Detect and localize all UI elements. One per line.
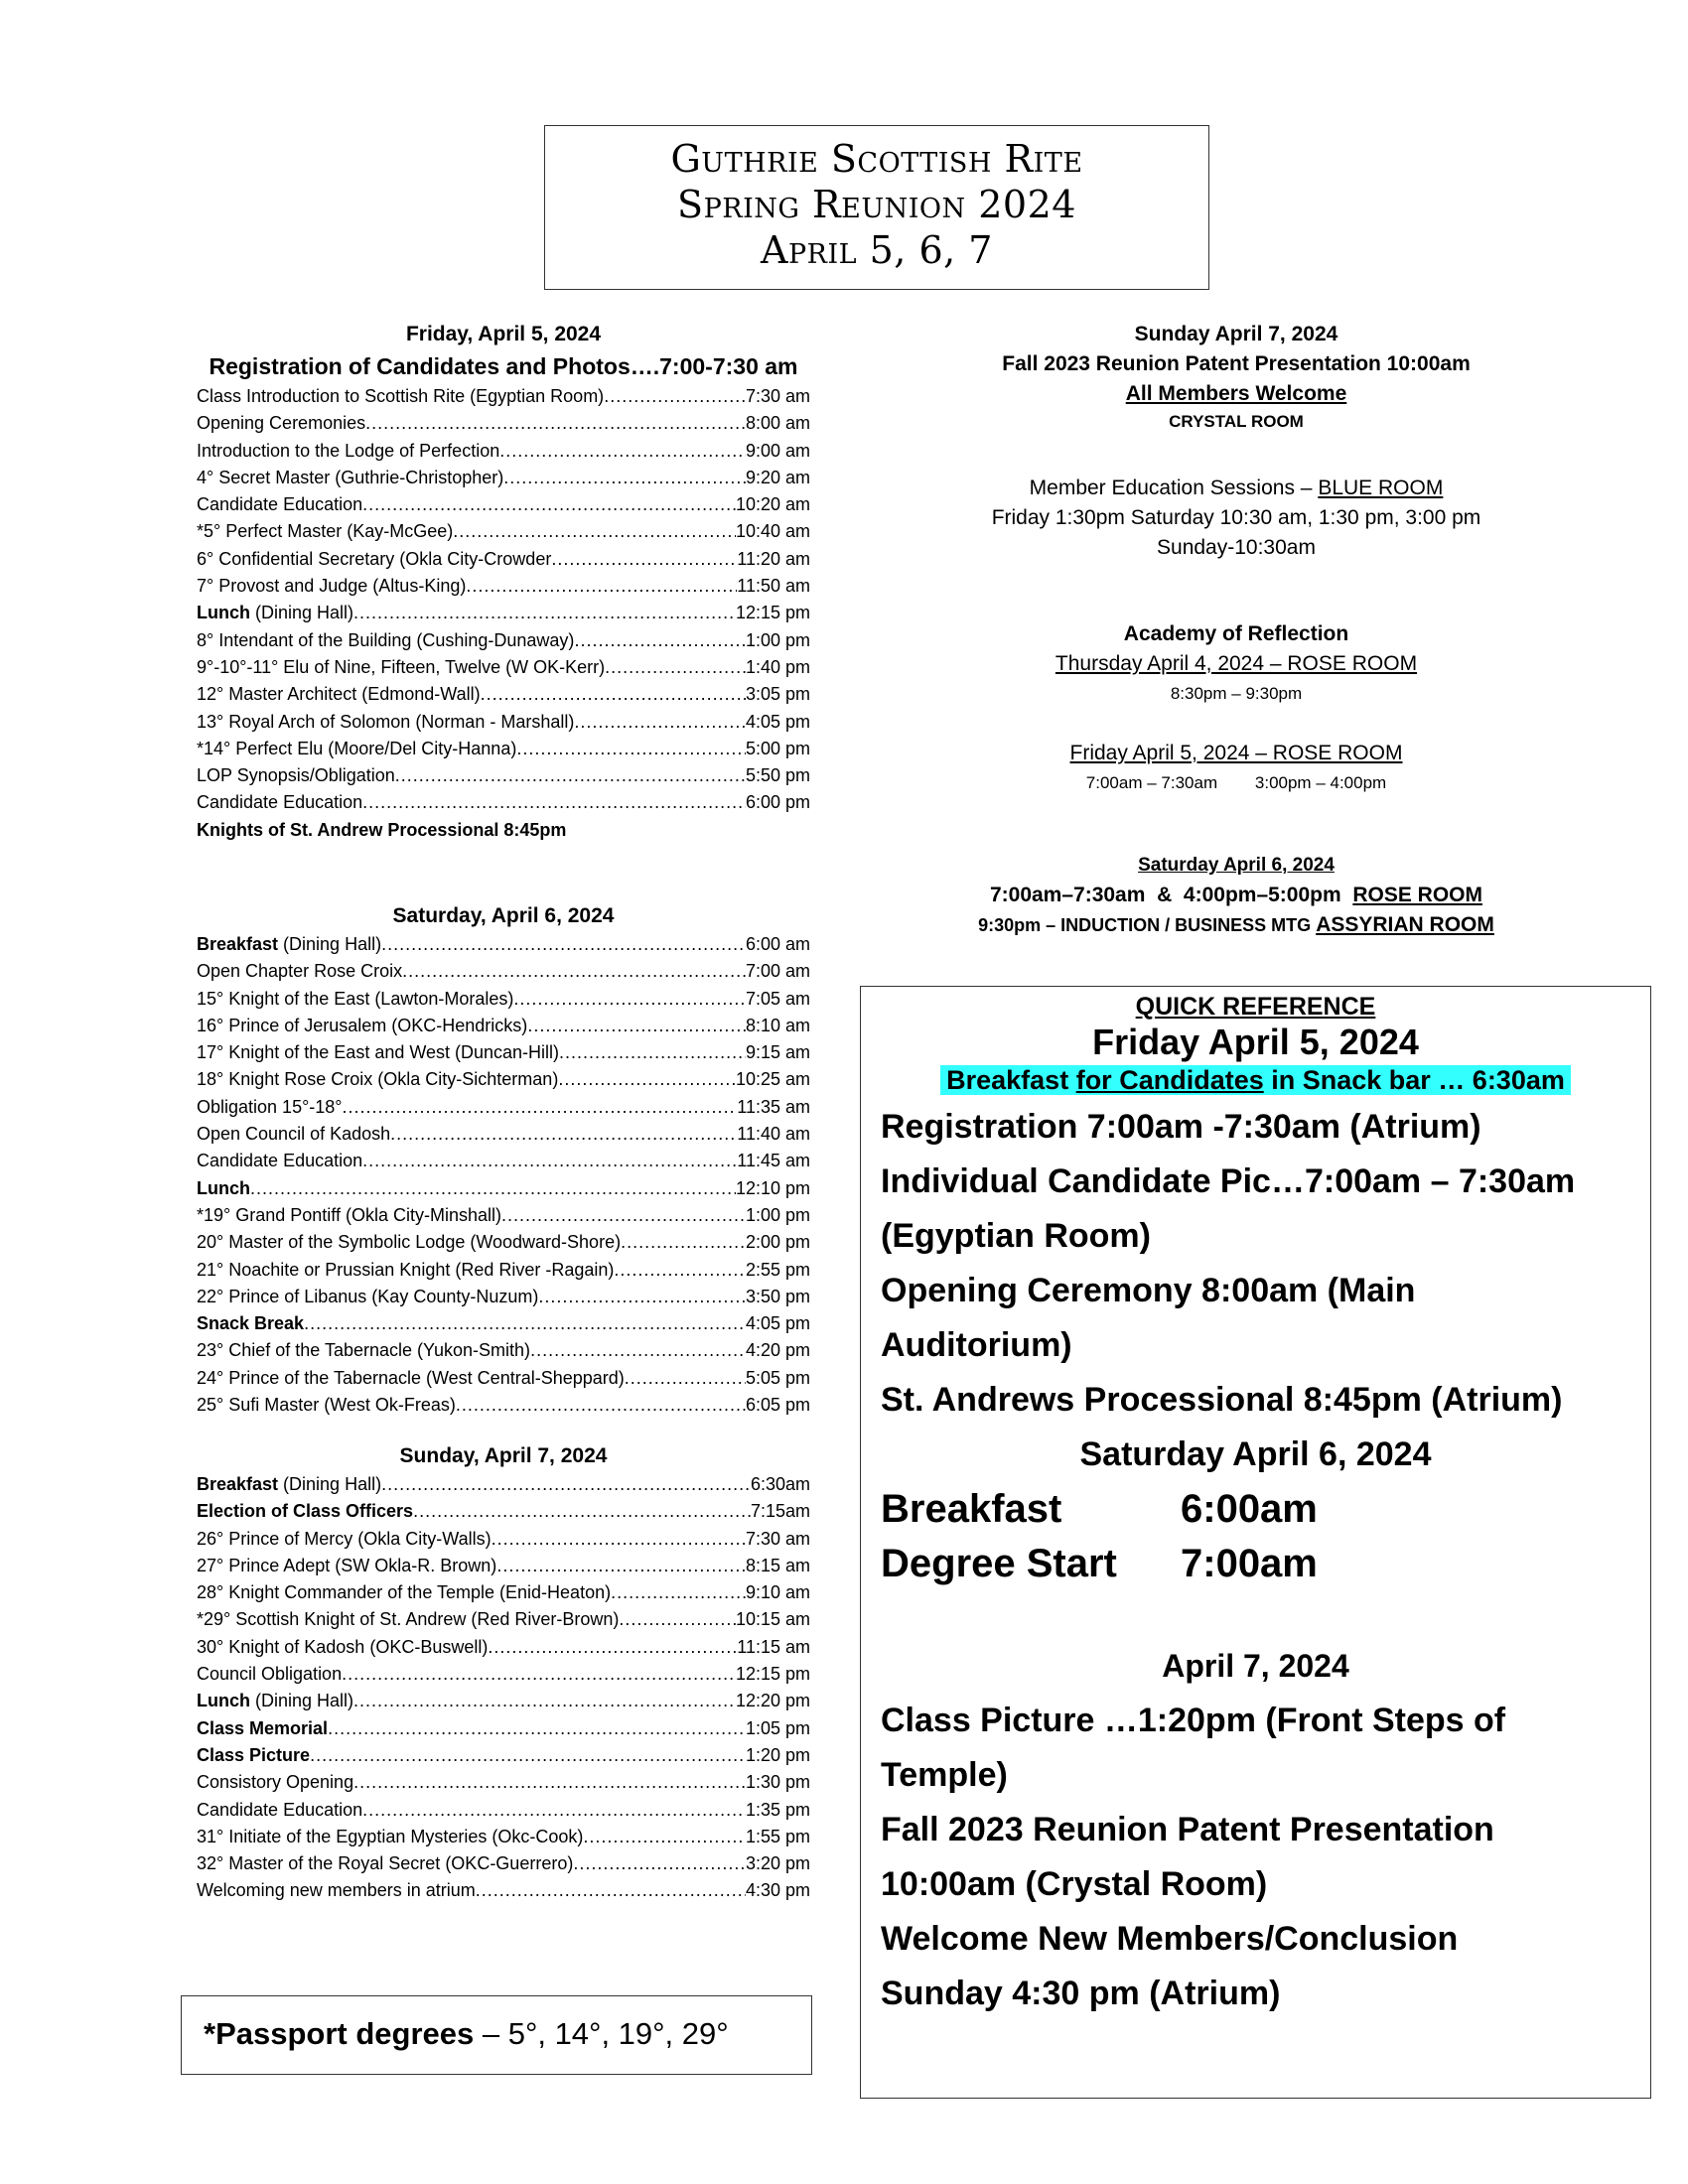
quick-reference-box — [860, 986, 1651, 2099]
schedule-item-label: Candidate Education — [197, 494, 363, 515]
schedule-item-label: 18° Knight Rose Croix (Okla City-Sichterman) — [197, 1069, 559, 1090]
schedule-item-label: Lunch — [197, 1691, 250, 1711]
schedule-item-label: Snack Break — [197, 1313, 305, 1334]
dot-leader — [481, 681, 746, 708]
schedule-item-label: 24° Prince of the Tabernacle (West Central-Sheppard) — [197, 1367, 625, 1388]
schedule-item-label: LOP Synopsis/Obligation — [197, 765, 395, 786]
dot-leader — [362, 1797, 746, 1824]
dot-leader — [559, 1039, 746, 1066]
schedule-row — [197, 1013, 810, 1039]
dot-leader — [343, 1094, 738, 1121]
schedule-row — [197, 736, 810, 762]
schedule-item-time: 4:05 pm — [745, 1313, 810, 1334]
sunday-schedule — [197, 1441, 810, 1905]
schedule-row — [197, 958, 810, 985]
dot-leader — [499, 438, 746, 465]
dot-leader — [381, 931, 746, 958]
schedule-row — [197, 1553, 810, 1579]
schedule-row — [197, 1498, 810, 1525]
title-line-3: April 5, 6, 7 — [761, 228, 993, 272]
quick-degree-start: Degree Start 7:00am — [881, 1542, 1318, 1585]
quick-friday-line: Individual Candidate Pic…7:00am – 7:30am — [881, 1162, 1576, 1200]
schedule-item-location: (Dining Hall) — [250, 603, 354, 623]
dot-leader — [604, 383, 746, 410]
schedule-item-label: 8° Intendant of the Building (Cushing-Dunaway) — [197, 629, 575, 650]
dot-leader — [573, 1850, 746, 1877]
candidate-breakfast: Breakfast for Candidates in Snack bar … 6:30am — [861, 1064, 1650, 1096]
schedule-item-time: 8:10 am — [745, 1015, 810, 1035]
schedule-row — [197, 986, 810, 1013]
schedule-item-time: 1:00 pm — [745, 1204, 810, 1225]
schedule-item-time: 10:20 am — [735, 494, 810, 515]
saturday-academy-times: 7:00am–7:30am & 4:00pm–5:00pm ROSE ROOM — [989, 884, 1483, 906]
schedule-row — [197, 931, 810, 958]
schedule-item-time: 3:05 pm — [745, 684, 810, 705]
schedule-item-label: Opening Ceremonies — [197, 413, 366, 434]
friday-schedule — [197, 320, 810, 844]
schedule-row — [197, 1877, 810, 1904]
schedule-row — [197, 1202, 810, 1229]
quick-friday-line: Opening Ceremony 8:00am (Main — [881, 1272, 1416, 1309]
assyrian-room: ASSYRIAN ROOM — [1316, 913, 1494, 936]
schedule-row — [197, 1715, 810, 1742]
schedule-row — [197, 465, 810, 491]
schedule-item-time: 2:00 pm — [745, 1232, 810, 1253]
crystal-room: CRYSTAL ROOM — [1169, 412, 1304, 431]
schedule-row — [197, 573, 810, 600]
schedule-item-label: 13° Royal Arch of Solomon (Norman - Marshall) — [197, 711, 575, 732]
member-education — [854, 474, 1618, 563]
quick-friday-line: Registration 7:00am -7:30am (Atrium) — [881, 1108, 1481, 1146]
schedule-row — [197, 383, 810, 410]
schedule-item-time: 9:10 am — [745, 1582, 810, 1603]
schedule-item-location: (Dining Hall) — [278, 1474, 382, 1494]
sunday-heading: Sunday, April 7, 2024 — [399, 1444, 608, 1467]
dot-leader — [516, 736, 746, 762]
schedule-row — [197, 1229, 810, 1256]
dot-leader — [583, 1824, 746, 1850]
schedule-item-location: (Dining Hall) — [278, 934, 382, 954]
quick-friday-heading: Friday April 5, 2024 — [1092, 1022, 1419, 1062]
dot-leader — [413, 1498, 751, 1525]
schedule-row — [197, 1661, 810, 1688]
schedule-row — [197, 600, 810, 626]
schedule-item-time: 1:40 pm — [745, 656, 810, 677]
dot-leader — [551, 546, 737, 573]
schedule-row — [197, 789, 810, 816]
schedule-item-label: 6° Confidential Secretary (Okla City-Crowder — [197, 548, 552, 569]
schedule-item-time: 11:40 am — [737, 1124, 810, 1145]
schedule-item-label: Open Council of Kadosh — [197, 1124, 391, 1145]
schedule-item-time: 9:20 am — [745, 467, 810, 487]
schedule-item-time: 7:30 am — [745, 1528, 810, 1549]
dot-leader — [476, 1877, 746, 1904]
schedule-item-time: 4:30 pm — [745, 1880, 810, 1901]
saturday-rows — [197, 931, 810, 1419]
induction-meeting: 9:30pm – INDUCTION / BUSINESS MTG ASSYRIAN ROOM — [978, 913, 1494, 936]
dot-leader — [365, 410, 746, 437]
quick-sunday-line: Class Picture …1:20pm (Front Steps of — [881, 1702, 1506, 1739]
schedule-item-label: Candidate Education — [197, 1799, 363, 1820]
schedule-item-label: 26° Prince of Mercy (Okla City-Walls) — [197, 1528, 492, 1549]
dot-leader — [538, 1284, 746, 1310]
schedule-row — [197, 1579, 810, 1606]
sunday-info — [854, 320, 1618, 435]
schedule-item-time: 11:45 am — [737, 1151, 810, 1171]
sunday-rows — [197, 1471, 810, 1905]
dot-leader — [501, 1202, 746, 1229]
schedule-item-time: 12:15 pm — [735, 1664, 810, 1685]
schedule-item-label: *19° Grand Pontiff (Okla City-Minshall) — [197, 1204, 501, 1225]
dot-leader — [530, 1337, 746, 1364]
schedule-row — [197, 1688, 810, 1714]
patent-presentation: Fall 2023 Reunion Patent Presentation 10:00am — [1002, 352, 1471, 375]
friday-heading: Friday, April 5, 2024 — [405, 323, 602, 345]
dot-leader — [402, 958, 746, 985]
schedule-row — [197, 1148, 810, 1174]
schedule-row — [197, 1634, 810, 1661]
thursday-rose-room: Thursday April 4, 2024 – ROSE ROOM — [1055, 652, 1418, 675]
dot-leader — [342, 1661, 736, 1688]
schedule-item-time: 1:35 pm — [745, 1799, 810, 1820]
schedule-item-label: 9°-10°-11° Elu of Nine, Fifteen, Twelve (W OK-Kerr) — [197, 656, 606, 677]
schedule-item-time: 9:00 am — [745, 440, 810, 461]
schedule-item-time: 6:00 am — [745, 934, 810, 954]
dot-leader — [614, 1257, 746, 1284]
schedule-row — [197, 1797, 810, 1824]
quick-sunday-line: Sunday 4:30 pm (Atrium) — [881, 1975, 1281, 2012]
academy-title: Academy of Reflection — [1123, 622, 1349, 645]
dot-leader — [362, 491, 736, 518]
friday-rows — [197, 383, 810, 817]
dot-leader — [456, 1392, 746, 1419]
title-box — [544, 125, 1209, 290]
saturday-rose-room: ROSE ROOM — [1352, 884, 1483, 906]
dot-leader — [558, 1066, 736, 1093]
schedule-item-time: 6:00 pm — [745, 792, 810, 813]
quick-sunday-lines — [861, 1694, 1650, 2021]
schedule-item-time: 1:20 pm — [745, 1744, 810, 1765]
schedule-item-label: Introduction to the Lodge of Perfection — [197, 440, 500, 461]
title-line-1: Guthrie Scottish Rite — [670, 137, 1083, 181]
dot-leader — [611, 1579, 746, 1606]
schedule-item-time: 9:15 am — [745, 1042, 810, 1063]
quick-friday-line: (Egyptian Room) — [881, 1217, 1151, 1255]
title-line-2: Spring Reunion 2024 — [677, 183, 1076, 226]
academy-of-reflection — [854, 619, 1618, 709]
education-sunday: Sunday-10:30am — [1157, 536, 1316, 559]
all-members-welcome: All Members Welcome — [1125, 382, 1347, 405]
dot-leader — [362, 789, 746, 816]
schedule-row — [197, 1769, 810, 1796]
schedule-item-time: 7:15am — [750, 1501, 810, 1522]
quick-saturday-breakfast: Breakfast 6:00am — [881, 1487, 1318, 1531]
schedule-item-label: 7° Provost and Judge (Altus-King) — [197, 576, 467, 597]
schedule-item-label: 4° Secret Master (Guthrie-Christopher) — [197, 467, 504, 487]
schedule-item-time: 10:25 am — [735, 1069, 810, 1090]
schedule-item-time: 6:30am — [750, 1474, 810, 1494]
schedule-item-label: 23° Chief of the Tabernacle (Yukon-Smith) — [197, 1340, 531, 1361]
schedule-row — [197, 1824, 810, 1850]
dot-leader — [513, 986, 746, 1013]
friday-rose-room: Friday April 5, 2024 – ROSE ROOM — [1069, 742, 1403, 764]
dot-leader — [574, 709, 746, 736]
schedule-item-label: 20° Master of the Symbolic Lodge (Woodward-Shore) — [197, 1232, 622, 1253]
dot-leader — [492, 1526, 746, 1553]
schedule-item-label: Class Picture — [197, 1744, 311, 1765]
schedule-item-location: (Dining Hall) — [250, 1691, 354, 1711]
schedule-row — [197, 1066, 810, 1093]
schedule-row — [197, 1257, 810, 1284]
saturday-schedule — [197, 901, 810, 1419]
dot-leader — [353, 1769, 746, 1796]
quick-sunday-line: Welcome New Members/Conclusion — [881, 1920, 1459, 1958]
schedule-row — [197, 762, 810, 789]
schedule-item-label: Candidate Education — [197, 1151, 363, 1171]
schedule-item-label: 16° Prince of Jerusalem (OKC-Hendricks) — [197, 1015, 528, 1035]
schedule-item-time: 12:20 pm — [735, 1691, 810, 1711]
dot-leader — [453, 518, 736, 545]
schedule-item-label: 17° Knight of the East and West (Duncan-Hill) — [197, 1042, 560, 1063]
schedule-row — [197, 1284, 810, 1310]
quick-april7-heading: April 7, 2024 — [1162, 1648, 1349, 1684]
schedule-item-time: 5:50 pm — [745, 765, 810, 786]
schedule-item-time: 11:35 am — [737, 1096, 810, 1117]
schedule-item-label: 32° Master of the Royal Secret (OKC-Guerrero) — [197, 1853, 574, 1874]
schedule-row — [197, 709, 810, 736]
schedule-item-time: 5:00 pm — [745, 738, 810, 758]
schedule-item-label: 28° Knight Commander of the Temple (Enid-Heaton) — [197, 1582, 612, 1603]
dot-leader — [395, 762, 746, 789]
schedule-item-time: 10:40 am — [735, 521, 810, 542]
schedule-row — [197, 1310, 810, 1337]
quick-sunday-line: Fall 2023 Reunion Patent Presentation — [881, 1811, 1494, 1848]
quick-friday-line: Auditorium) — [881, 1326, 1072, 1364]
dot-leader — [310, 1742, 746, 1769]
schedule-item-label: Class Introduction to Scottish Rite (Egyptian Room) — [197, 386, 605, 406]
knights-processional: Knights of St. Andrew Processional 8:45pm — [197, 819, 567, 840]
academy-friday — [854, 739, 1618, 798]
registration-heading: Registration of Candidates and Photos….7:00-7:30 am — [209, 353, 798, 379]
passport-degrees: – 5°, 14°, 19°, 29° — [474, 2016, 729, 2051]
schedule-item-time: 8:00 am — [745, 413, 810, 434]
for-candidates: for Candidates — [1075, 1065, 1264, 1095]
dot-leader — [605, 654, 746, 681]
friday-academy-times: 7:00am – 7:30am 3:00pm – 4:00pm — [1085, 773, 1387, 792]
academy-saturday — [854, 851, 1618, 940]
schedule-item-label: Obligation 15°-18° — [197, 1096, 343, 1117]
quick-friday-lines — [861, 1100, 1650, 1428]
schedule-item-label: 21° Noachite or Prussian Knight (Red River -Ragain) — [197, 1259, 615, 1280]
schedule-row — [197, 1094, 810, 1121]
passport-label: *Passport degrees — [204, 2016, 475, 2051]
schedule-item-label: Breakfast — [197, 1474, 279, 1494]
schedule-item-time: 6:05 pm — [745, 1395, 810, 1416]
quick-sunday-line: 10:00am (Crystal Room) — [881, 1865, 1268, 1903]
schedule-row — [197, 410, 810, 437]
schedule-item-label: *5° Perfect Master (Kay-McGee) — [197, 521, 454, 542]
thursday-time: 8:30pm – 9:30pm — [1170, 684, 1303, 703]
schedule-item-label: Class Memorial — [197, 1717, 329, 1738]
dot-leader — [466, 573, 737, 600]
dot-leader — [503, 465, 746, 491]
dot-leader — [621, 1229, 746, 1256]
schedule-row — [197, 1392, 810, 1419]
schedule-item-time: 4:05 pm — [745, 711, 810, 732]
schedule-item-label: 12° Master Architect (Edmond-Wall) — [197, 684, 481, 705]
schedule-item-time: 1:30 pm — [745, 1772, 810, 1793]
schedule-item-label: 22° Prince of Libanus (Kay County-Nuzum) — [197, 1286, 539, 1306]
dot-leader — [390, 1121, 737, 1148]
schedule-item-label: Consistory Opening — [197, 1772, 354, 1793]
dot-leader — [250, 1175, 736, 1202]
schedule-row — [197, 1526, 810, 1553]
schedule-item-time: 12:15 pm — [735, 603, 810, 623]
schedule-item-time: 10:15 am — [735, 1609, 810, 1630]
dot-leader — [574, 627, 746, 654]
schedule-row — [197, 1850, 810, 1877]
schedule-row — [197, 438, 810, 465]
schedule-item-time: 7:00 am — [745, 961, 810, 982]
schedule-item-time: 11:20 am — [737, 548, 810, 569]
schedule-item-time: 3:50 pm — [745, 1286, 810, 1306]
dot-leader — [353, 600, 736, 626]
dot-leader — [488, 1634, 737, 1661]
schedule-item-label: Lunch — [197, 1177, 250, 1198]
quick-friday-line: St. Andrews Processional 8:45pm (Atrium) — [881, 1381, 1563, 1419]
dot-leader — [496, 1553, 746, 1579]
schedule-item-label: 30° Knight of Kadosh (OKC-Buswell) — [197, 1636, 489, 1657]
schedule-row — [197, 1175, 810, 1202]
schedule-row — [197, 681, 810, 708]
saturday-academy-heading: Saturday April 6, 2024 — [1138, 855, 1335, 876]
schedule-row — [197, 546, 810, 573]
schedule-item-label: Lunch — [197, 603, 250, 623]
schedule-row — [197, 1337, 810, 1364]
quick-reference-title: QUICK REFERENCE — [1135, 993, 1376, 1021]
saturday-heading: Saturday, April 6, 2024 — [392, 904, 615, 927]
sunday-day-heading: Sunday April 7, 2024 — [1134, 323, 1338, 345]
schedule-row — [197, 491, 810, 518]
dot-leader — [304, 1310, 746, 1337]
schedule-item-label: 25° Sufi Master (West Ok-Freas) — [197, 1395, 456, 1416]
schedule-item-label: Election of Class Officers — [197, 1501, 414, 1522]
schedule-item-time: 11:15 am — [737, 1636, 810, 1657]
schedule-item-label: Breakfast — [197, 934, 279, 954]
education-times: Friday 1:30pm Saturday 10:30 am, 1:30 pm, 3:00 pm — [991, 506, 1481, 529]
schedule-item-time: 12:10 pm — [735, 1177, 810, 1198]
schedule-item-time: 7:30 am — [745, 386, 810, 406]
schedule-item-time: 8:15 am — [745, 1555, 810, 1575]
dot-leader — [362, 1148, 737, 1174]
schedule-item-label: Candidate Education — [197, 792, 363, 813]
schedule-row — [197, 1121, 810, 1148]
quick-saturday-heading: Saturday April 6, 2024 — [1079, 1435, 1432, 1473]
quick-sunday-line: Temple) — [881, 1756, 1008, 1794]
schedule-item-label: *14° Perfect Elu (Moore/Del City-Hanna) — [197, 738, 517, 758]
dot-leader — [527, 1013, 746, 1039]
schedule-item-label: *29° Scottish Knight of St. Andrew (Red River-Brown) — [197, 1609, 620, 1630]
schedule-item-label: Welcoming new members in atrium — [197, 1880, 476, 1901]
schedule-row — [197, 1471, 810, 1498]
schedule-item-time: 1:05 pm — [745, 1717, 810, 1738]
schedule-item-time: 4:20 pm — [745, 1340, 810, 1361]
schedule-row — [197, 1039, 810, 1066]
dot-leader — [625, 1365, 746, 1392]
schedule-item-time: 2:55 pm — [745, 1259, 810, 1280]
schedule-item-label: Council Obligation — [197, 1664, 343, 1685]
schedule-item-label: 15° Knight of the East (Lawton-Morales) — [197, 988, 514, 1009]
schedule-row — [197, 1606, 810, 1633]
schedule-row — [197, 654, 810, 681]
schedule-item-time: 1:00 pm — [745, 629, 810, 650]
schedule-item-time: 11:50 am — [737, 576, 810, 597]
schedule-item-label: 27° Prince Adept (SW Okla-R. Brown) — [197, 1555, 497, 1575]
schedule-item-time: 3:20 pm — [745, 1853, 810, 1874]
schedule-row — [197, 1742, 810, 1769]
education-title: Member Education Sessions – BLUE ROOM — [1029, 477, 1444, 499]
dot-leader — [353, 1688, 736, 1714]
blue-room: BLUE ROOM — [1318, 477, 1444, 499]
passport-degrees-box — [181, 1995, 812, 2075]
schedule-row — [197, 1365, 810, 1392]
schedule-item-time: 5:05 pm — [745, 1367, 810, 1388]
schedule-row — [197, 627, 810, 654]
dot-leader — [381, 1471, 751, 1498]
schedule-item-label: Open Chapter Rose Croix — [197, 961, 403, 982]
dot-leader — [328, 1715, 746, 1742]
schedule-item-time: 7:05 am — [745, 988, 810, 1009]
schedule-row — [197, 518, 810, 545]
dot-leader — [619, 1606, 736, 1633]
schedule-item-time: 1:55 pm — [745, 1826, 810, 1846]
schedule-item-label: 31° Initiate of the Egyptian Mysteries (Okc-Cook) — [197, 1826, 584, 1846]
